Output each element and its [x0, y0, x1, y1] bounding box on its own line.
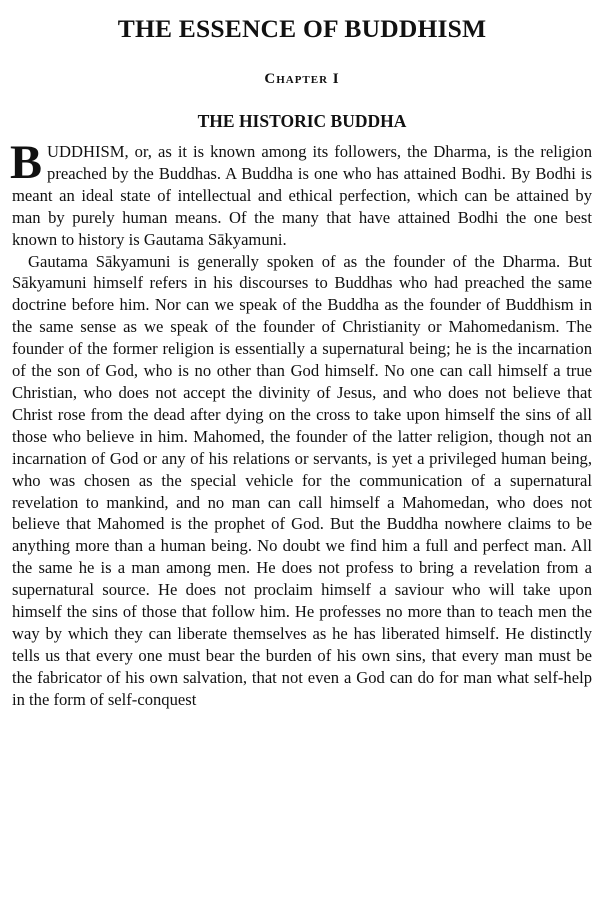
lead-word: UDDHISM,	[47, 142, 129, 161]
book-page	[12, 14, 592, 711]
drop-cap: B	[10, 136, 43, 189]
body-text	[10, 136, 592, 711]
paragraph-2: Gautama Sākyamuni is generally spoken of as the founder of the Dharma. But Sākyamuni himself refers in his discourses to Buddhas who had preached the same doctrine before him. Nor can we speak of the Buddha as the founder of Buddhism in the same sense as we speak of the founder of Christianity or Mahomedanism. The founder of the former religion is essentially a supernatural being; he is the incarnation of the son of God, who is no other than God himself. No one can call himself a true Christian, who does not accept the divinity of Jesus, and who does not believe that Christ rose from the dead after dying on the cross to take upon himself the sins of all those who believe in him. Mahomed, the founder of the latter religion, though not an incarnation of God or any of his relations or servants, is yet a privileged human being, who was chosen as the special vehicle for the communication of a supernatural revelation to mankind, and no man can call himself a Mahomedan, who does not believe that Mahomed is the prophet of God. But the Buddha nowhere claims to be anything more than a human being. No doubt we find him a full and perfect man. All the same he is a man among men. He does not profess to bring a revelation from a supernatural source. He does not proclaim himself a saviour who will take upon himself the sins of those that follow him. He professes no more than to teach men the way by which they can liberate themselves as he has liberated himself. He distinctly tells us that every one must bear the burden of his own sins, that every man must be the fabricator of his own salvation, that not even a God can do for man what self-help in the form of self-conquest	[12, 251, 592, 709]
paragraph-1	[10, 136, 592, 251]
paragraph-1-text: or, as it is known among its followers, the Dharma, is the religion preached by the Buddhas. A Buddha is one who has attained Bodhi. By Bodhi is meant an ideal state of intellectual and ethical perfection, which can be attained by man by purely human means. Of the many that have attained Bodhi the one best known to history is Gautama Sākyamuni.	[12, 142, 592, 249]
book-title: THE ESSENCE OF BUDDHISM	[117, 14, 487, 43]
chapter-heading: Chapter I	[264, 71, 340, 87]
chapter-title: THE HISTORIC BUDDHA	[197, 111, 407, 131]
